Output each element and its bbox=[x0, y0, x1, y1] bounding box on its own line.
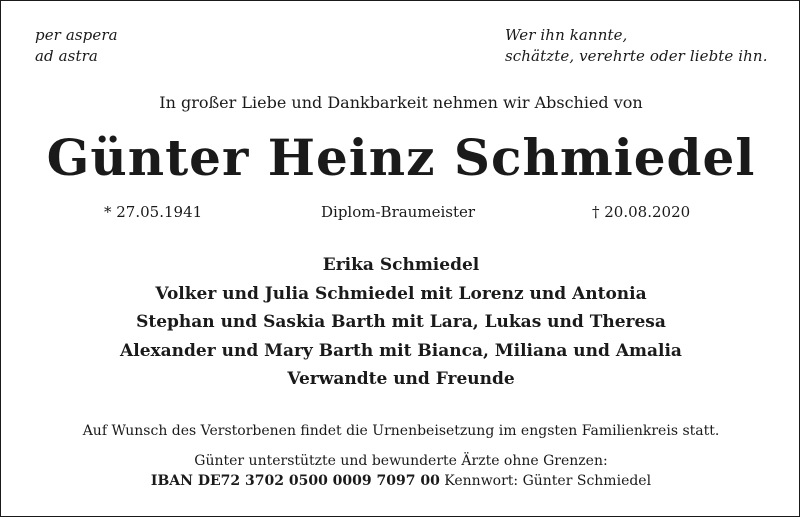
birth-date: * 27.05.1941 bbox=[104, 203, 203, 221]
life-dates bbox=[1, 203, 800, 223]
donation-keyword: Kennwort: Günter Schmiedel bbox=[439, 473, 652, 489]
mourner-line: Stephan und Saskia Barth mit Lara, Lukas und Theresa bbox=[136, 312, 666, 332]
motto-left-line: per aspera bbox=[35, 26, 118, 44]
death-date: † 20.08.2020 bbox=[592, 203, 691, 221]
donation-text: Günter unterstützte und bewunderte Ärzte ohne Grenzen: bbox=[194, 453, 608, 469]
motto-right bbox=[505, 25, 768, 67]
funeral-notice: Auf Wunsch des Verstorbenen findet die Urnenbeisetzung im engsten Familienkreis statt. bbox=[82, 423, 720, 439]
mourners-list bbox=[1, 251, 800, 394]
intro-text: In großer Liebe und Dankbarkeit nehmen wir Abschied von bbox=[159, 93, 643, 112]
iban: IBAN DE72 3702 0500 0009 7097 00 bbox=[150, 473, 440, 489]
mourner-line: Verwandte und Freunde bbox=[287, 369, 515, 389]
donation-bank-line bbox=[1, 471, 800, 491]
motto-right-line: Wer ihn kannte, bbox=[505, 26, 628, 44]
motto-left-line: ad astra bbox=[35, 47, 98, 65]
mourner-line: Alexander und Mary Barth mit Bianca, Miliana und Amalia bbox=[120, 340, 682, 361]
mourner-line: Volker und Julia Schmiedel mit Lorenz und Antonia bbox=[155, 283, 647, 304]
deceased-name: Günter Heinz Schmiedel bbox=[46, 128, 756, 187]
occupation: Diplom-Braumeister bbox=[321, 203, 476, 221]
mourner-line: Erika Schmiedel bbox=[322, 255, 480, 275]
motto-right-line: schätzte, verehrte oder liebte ihn. bbox=[505, 47, 768, 65]
motto-left bbox=[35, 25, 118, 67]
donation-info bbox=[1, 451, 800, 491]
